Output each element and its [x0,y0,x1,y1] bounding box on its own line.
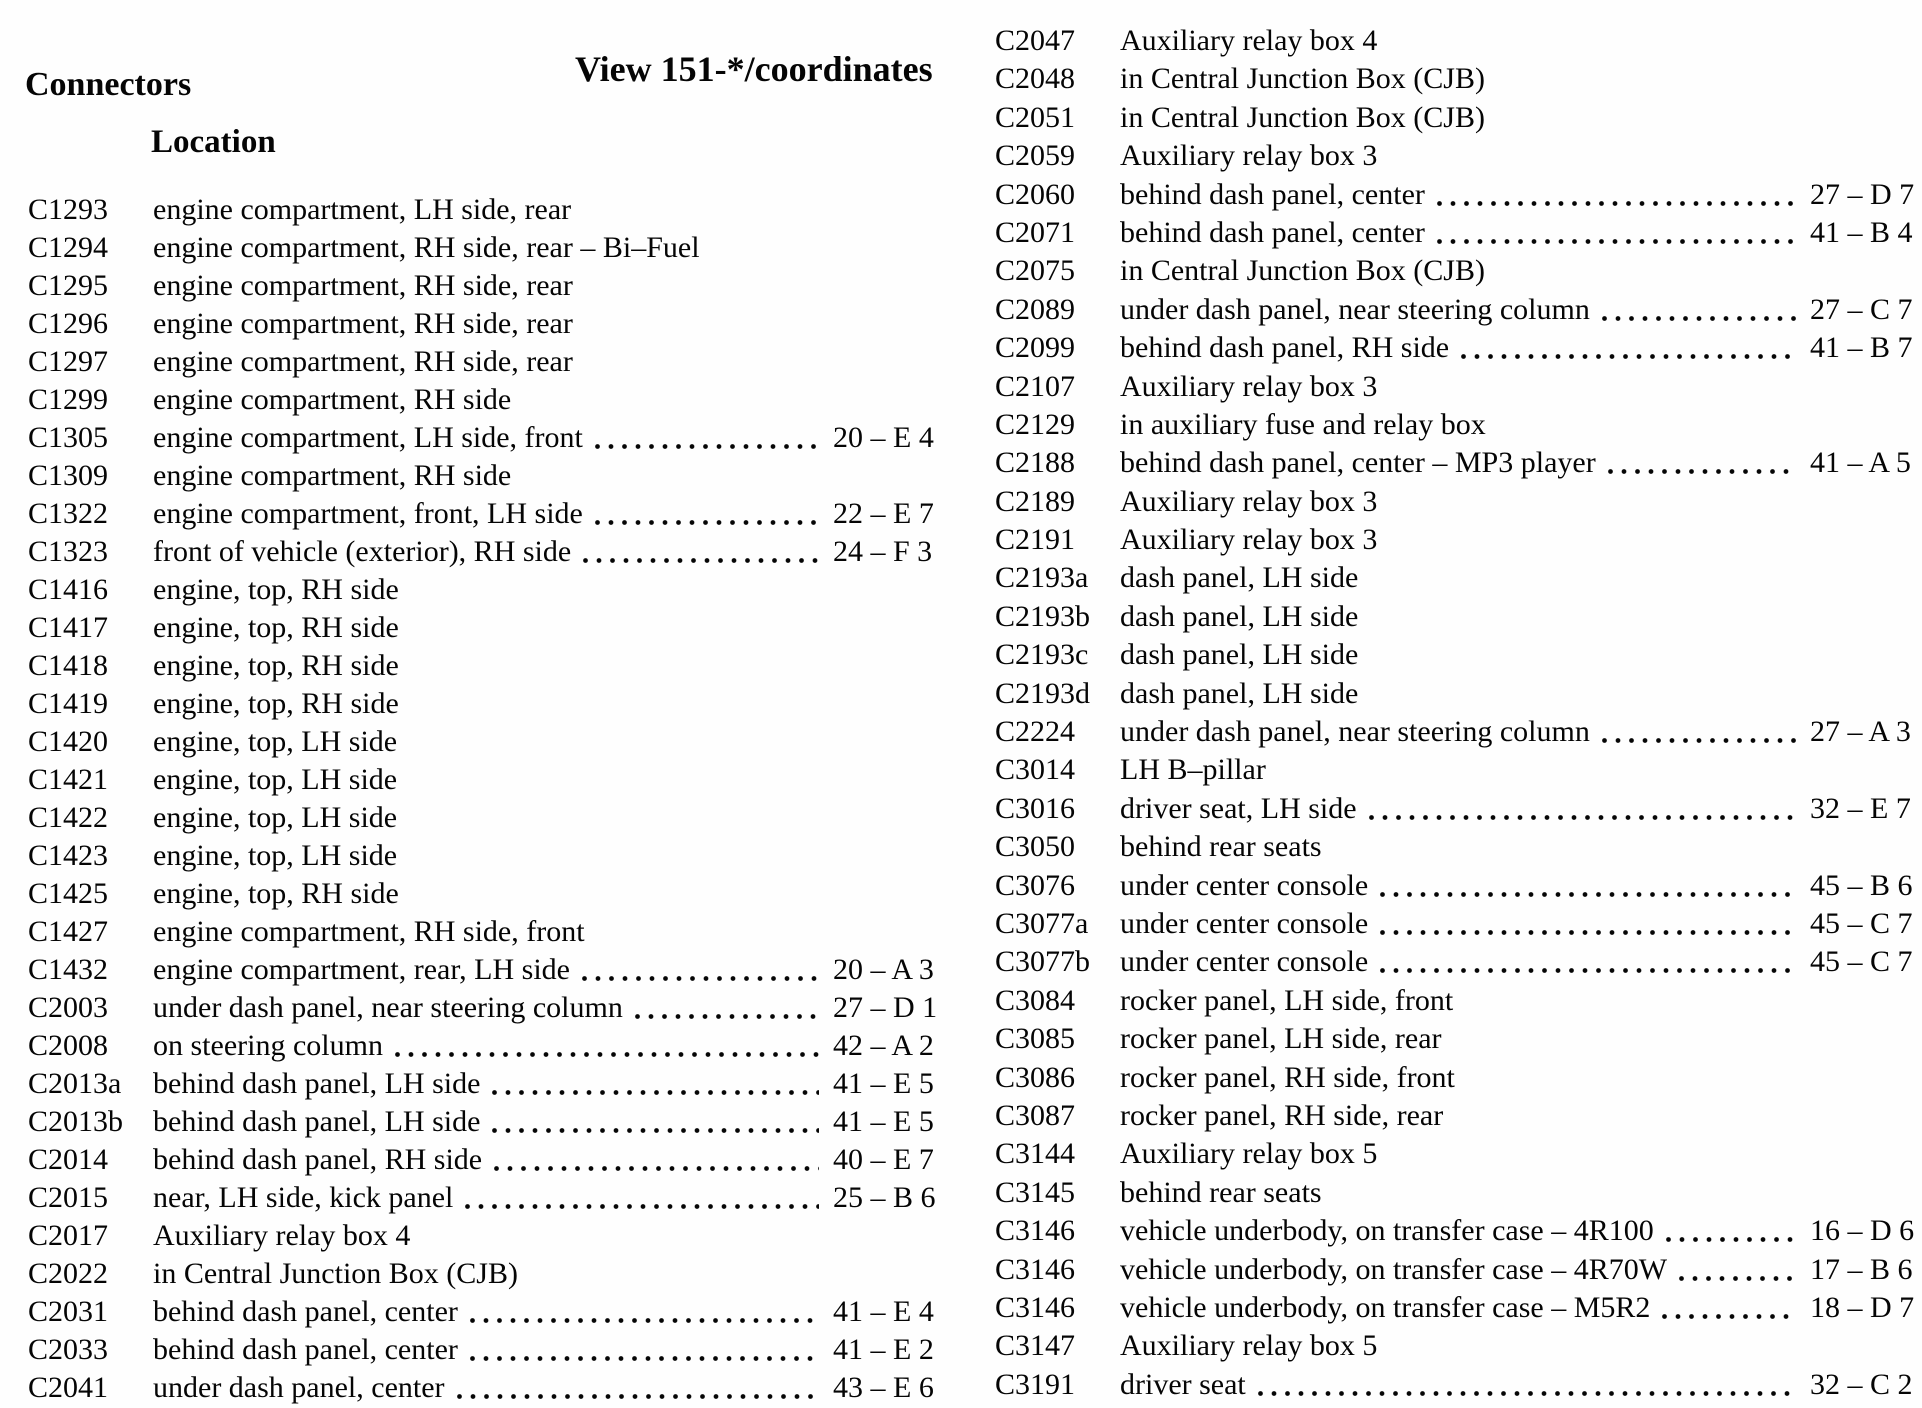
connector-location: Auxiliary relay box 3 [1120,139,1378,173]
connector-coordinate: 22 – E 7 [833,497,934,530]
connector-id: C3191 [995,1367,1076,1401]
connector-location: under center console [1120,868,1369,902]
connector-coordinate: 27 – D 7 [1810,177,1915,211]
connector-location: engine, top, RH side [153,573,399,606]
connector-location: Auxiliary relay box 4 [1120,24,1378,57]
dot-leader [1461,329,1796,367]
connector-location: Auxiliary relay box 4 [153,1219,411,1252]
connector-row [995,1366,1915,1404]
connector-location: vehicle underbody, on transfer case – 4R100 [1120,1214,1654,1248]
connector-location: under dash panel, near steering column [153,991,623,1024]
connector-row [995,252,1915,290]
connector-row [995,636,1915,674]
dot-leader [1602,713,1796,751]
connector-location: behind dash panel, center [1120,215,1425,249]
connector-id: C1297 [28,345,109,378]
connector-id: C2003 [28,991,109,1024]
connector-id: C1322 [28,497,109,530]
connector-row [28,647,938,685]
connector-row [28,419,938,457]
connector-coordinate: 41 – E 4 [833,1295,934,1328]
connectors-heading: Connectors [25,66,192,103]
connector-coordinate: 41 – B 4 [1810,215,1913,249]
connector-coordinate: 25 – B 6 [833,1181,936,1214]
connector-location: under center console [1120,945,1369,979]
dot-leader [465,1179,819,1217]
connector-location: behind dash panel, center [153,1333,458,1366]
connector-row [995,329,1915,367]
dot-leader [583,533,819,571]
connector-row [995,713,1915,751]
connector-coordinate: 41 – E 5 [833,1105,934,1138]
connector-id: C2193c [995,638,1089,672]
connector-location: in Central Junction Box (CJB) [1120,100,1485,134]
dot-leader [494,1141,819,1179]
connector-row [995,1289,1915,1327]
connector-id: C2051 [995,100,1076,134]
connector-row [995,1135,1915,1173]
connector-row [28,1027,938,1065]
connector-location: in auxiliary fuse and relay box [1120,407,1486,441]
connector-location: engine, top, RH side [153,611,399,644]
dot-leader [1602,291,1796,329]
connector-coordinate: 20 – A 3 [833,953,934,986]
connector-location: dash panel, LH side [1120,638,1359,672]
connector-row [995,828,1915,866]
connector-list-right [995,22,1915,1404]
connector-location: engine compartment, RH side, rear – Bi–Fuel [153,231,700,264]
connector-id: C2031 [28,1295,109,1328]
connector-row [995,1212,1915,1250]
connector-id: C2008 [28,1029,109,1062]
connector-row [995,1327,1915,1365]
connector-row [995,291,1915,329]
connector-location: behind dash panel, RH side [1120,331,1450,365]
connector-id: C1416 [28,573,109,606]
connector-id: C2017 [28,1219,109,1252]
connector-location: dash panel, LH side [1120,599,1359,633]
connector-location: LH B–pillar [1120,753,1266,787]
connector-row [995,867,1915,905]
connector-location: Auxiliary relay box 5 [1120,1137,1378,1171]
connector-location: engine, top, LH side [153,725,398,758]
connector-location: engine, top, RH side [153,687,399,720]
connector-id: C3087 [995,1098,1076,1132]
connector-row [28,685,938,723]
connector-location: near, LH side, kick panel [153,1181,454,1214]
connector-coordinate: 27 – D 1 [833,991,938,1024]
connector-location: under center console [1120,906,1369,940]
connector-row [995,790,1915,828]
connector-location: under dash panel, near steering column [1120,292,1590,326]
connector-id: C1421 [28,763,109,796]
connector-row [28,343,938,381]
connector-location: on steering column [153,1029,383,1062]
connector-coordinate: 43 – E 6 [833,1371,934,1404]
connector-row [995,1174,1915,1212]
connector-id: C2059 [995,139,1076,173]
connector-row [28,1255,938,1293]
connector-location: vehicle underbody, on transfer case – M5R2 [1120,1290,1651,1324]
connector-location: in Central Junction Box (CJB) [153,1257,518,1290]
connector-location: engine compartment, RH side, front [153,915,585,948]
connector-id: C2022 [28,1257,109,1290]
connector-id: C2013b [28,1105,124,1138]
connector-row [28,533,938,571]
dot-leader [595,495,819,533]
connector-row [28,457,938,495]
dot-leader [1380,905,1796,943]
connector-coordinate: 32 – E 7 [1810,791,1911,825]
connector-row [28,799,938,837]
connector-row [28,761,938,799]
connector-row [995,943,1915,981]
connector-id: C3146 [995,1290,1076,1324]
dot-leader [1437,214,1796,252]
connector-id: C2193a [995,561,1089,595]
connector-id: C1293 [28,193,109,226]
connector-location: Auxiliary relay box 3 [1120,369,1378,403]
location-column-heading: Location [151,124,276,160]
connector-id: C3146 [995,1214,1076,1248]
connector-location: behind dash panel, RH side [153,1143,483,1176]
connector-id: C1309 [28,459,109,492]
connector-row [995,1251,1915,1289]
connector-row [28,1331,938,1369]
connector-location: engine, top, LH side [153,839,398,872]
connector-id: C3076 [995,868,1076,902]
connector-location: driver seat [1120,1367,1246,1401]
connector-row [28,913,938,951]
connector-id: C3084 [995,983,1076,1017]
dot-leader [492,1103,819,1141]
connector-id: C1432 [28,953,109,986]
connector-row [995,99,1915,137]
connector-id: C1296 [28,307,109,340]
connector-row [28,305,938,343]
connector-row [28,951,938,989]
connector-id: C2075 [995,254,1076,288]
connector-row [28,495,938,533]
connector-id: C2107 [995,369,1076,403]
connector-row [995,444,1915,482]
dot-leader [470,1293,819,1331]
connector-id: C2013a [28,1067,122,1100]
connector-id: C2033 [28,1333,109,1366]
connector-coordinate: 24 – F 3 [833,535,933,568]
connector-id: C2048 [995,62,1076,96]
connector-location: behind rear seats [1120,1175,1322,1209]
connector-location: Auxiliary relay box 5 [1120,1329,1378,1363]
connector-row [995,368,1915,406]
connector-id: C3145 [995,1175,1076,1209]
connector-id: C1305 [28,421,109,454]
connector-location: rocker panel, RH side, rear [1120,1098,1444,1132]
connector-row [28,1103,938,1141]
connector-location: behind dash panel, LH side [153,1067,481,1100]
connector-id: C3014 [995,753,1076,787]
connector-row [995,483,1915,521]
connector-coordinate: 40 – E 7 [833,1143,934,1176]
connector-location: engine, top, LH side [153,801,398,834]
connector-row [28,1141,938,1179]
connector-location: engine compartment, RH side [153,383,512,416]
connector-location: under dash panel, center [153,1371,445,1404]
dot-leader [470,1331,819,1369]
dot-leader [1437,176,1796,214]
connector-location: front of vehicle (exterior), RH side [153,535,572,568]
connector-location: dash panel, LH side [1120,561,1359,595]
connector-coordinate: 45 – B 6 [1810,868,1913,902]
connector-id: C2015 [28,1181,109,1214]
dot-leader [492,1065,819,1103]
connector-id: C2014 [28,1143,109,1176]
connector-coordinate: 17 – B 6 [1810,1252,1913,1286]
connector-row [28,1293,938,1331]
connector-coordinate: 42 – A 2 [833,1029,934,1062]
connector-location: engine, top, RH side [153,649,399,682]
dot-leader [1369,790,1796,828]
connector-id: C1417 [28,611,109,644]
connector-id: C2047 [995,24,1076,57]
connector-row [995,1020,1915,1058]
connector-id: C2041 [28,1371,109,1404]
connector-location: engine compartment, RH side, rear [153,345,573,378]
connector-id: C3144 [995,1137,1076,1171]
connector-id: C2060 [995,177,1076,211]
connector-row [995,675,1915,713]
connector-id: C1427 [28,915,109,948]
connector-location: driver seat, LH side [1120,791,1357,825]
connector-coordinate: 41 – A 5 [1810,446,1911,480]
connector-id: C3147 [995,1329,1076,1363]
connector-row [28,1179,938,1217]
connector-row [995,905,1915,943]
connector-row [28,609,938,647]
connector-coordinate: 45 – C 7 [1810,906,1913,940]
connector-row [28,267,938,305]
connector-location: rocker panel, LH side, front [1120,983,1454,1017]
connector-coordinate: 41 – B 7 [1810,331,1913,365]
dot-leader [1380,867,1796,905]
connector-location: rocker panel, RH side, front [1120,1060,1455,1094]
connector-id: C2224 [995,715,1076,749]
connector-coordinate: 27 – A 3 [1810,715,1911,749]
connector-row [995,598,1915,636]
connector-id: C1418 [28,649,109,682]
connector-row [995,1097,1915,1135]
connector-id: C1425 [28,877,109,910]
connector-id: C3086 [995,1060,1076,1094]
connector-id: C2193b [995,599,1091,633]
connector-row [995,1059,1915,1097]
connector-location: engine compartment, rear, LH side [153,953,570,986]
connector-row [28,837,938,875]
connector-id: C3050 [995,830,1076,864]
connector-row [28,1065,938,1103]
connector-id: C2193d [995,676,1091,710]
connector-location: engine, top, LH side [153,763,398,796]
connector-id: C2188 [995,446,1076,480]
dot-leader [395,1027,819,1065]
dot-leader [1608,444,1796,482]
dot-leader [1380,943,1796,981]
dot-leader [1662,1289,1796,1327]
connector-location: behind dash panel, center – MP3 player [1120,446,1596,480]
connector-location: dash panel, LH side [1120,676,1359,710]
dot-leader [457,1369,819,1407]
connector-id: C1323 [28,535,109,568]
connector-location: under dash panel, near steering column [1120,715,1590,749]
connector-location: engine compartment, front, LH side [153,497,583,530]
connector-location: vehicle underbody, on transfer case – 4R70W [1120,1252,1668,1286]
dot-leader [1666,1212,1796,1250]
connector-coordinate: 16 – D 6 [1810,1214,1915,1248]
connector-coordinate: 45 – C 7 [1810,945,1913,979]
connector-coordinate: 41 – E 5 [833,1067,934,1100]
connector-id: C1419 [28,687,109,720]
connector-row [28,229,938,267]
connector-id: C1299 [28,383,109,416]
connector-id: C2191 [995,523,1076,557]
connector-location: engine compartment, RH side [153,459,512,492]
dot-leader [582,951,819,989]
connector-id: C2089 [995,292,1076,326]
connector-row [28,1369,938,1407]
connector-location: in Central Junction Box (CJB) [1120,254,1485,288]
connector-row [995,137,1915,175]
connector-row [28,1217,938,1255]
connector-id: C1294 [28,231,109,264]
connector-row [28,989,938,1027]
dot-leader [635,989,819,1027]
connector-location: rocker panel, LH side, rear [1120,1022,1442,1056]
connector-id: C2129 [995,407,1076,441]
connector-location: behind rear seats [1120,830,1322,864]
connector-id: C2189 [995,484,1076,518]
connector-id: C3146 [995,1252,1076,1286]
connector-id: C2071 [995,215,1076,249]
connector-coordinate: 20 – E 4 [833,421,934,454]
connector-location: Auxiliary relay box 3 [1120,523,1378,557]
connector-row [28,381,938,419]
connector-id: C3077a [995,906,1089,940]
connector-coordinate: 32 – C 2 [1810,1367,1913,1401]
connector-row [995,214,1915,252]
connector-row [28,571,938,609]
connector-row [995,60,1915,98]
connector-coordinate: 18 – D 7 [1810,1290,1915,1324]
connector-row [995,176,1915,214]
connector-location: engine compartment, LH side, front [153,421,583,454]
connector-coordinate: 41 – E 2 [833,1333,934,1366]
connector-location: engine compartment, LH side, rear [153,193,572,226]
connector-row [995,559,1915,597]
connector-id: C3077b [995,945,1091,979]
connector-id: C1423 [28,839,109,872]
connector-id: C1420 [28,725,109,758]
connector-list-left [28,191,938,1407]
connector-row [28,875,938,913]
connector-id: C3016 [995,791,1076,825]
dot-leader [595,419,819,457]
connector-row [995,521,1915,559]
dot-leader [1258,1366,1796,1404]
connector-row [995,982,1915,1020]
connector-location: behind dash panel, center [153,1295,458,1328]
connector-id: C3085 [995,1022,1076,1056]
connector-location: engine, top, RH side [153,877,399,910]
connector-location: engine compartment, RH side, rear [153,269,573,302]
dot-leader [1679,1251,1796,1289]
view-title: View 151-*/coordinates [575,49,933,89]
connector-row [995,406,1915,444]
connector-location: behind dash panel, center [1120,177,1425,211]
connector-location: behind dash panel, LH side [153,1105,481,1138]
connector-location: engine compartment, RH side, rear [153,307,573,340]
connector-location: in Central Junction Box (CJB) [1120,62,1485,96]
connector-id: C1422 [28,801,109,834]
connector-row [28,191,938,229]
connector-row [995,751,1915,789]
connector-row [995,22,1915,60]
connector-coordinate: 27 – C 7 [1810,292,1913,326]
connector-id: C1295 [28,269,109,302]
connector-location: Auxiliary relay box 3 [1120,484,1378,518]
connector-row [28,723,938,761]
connector-id: C2099 [995,331,1076,365]
